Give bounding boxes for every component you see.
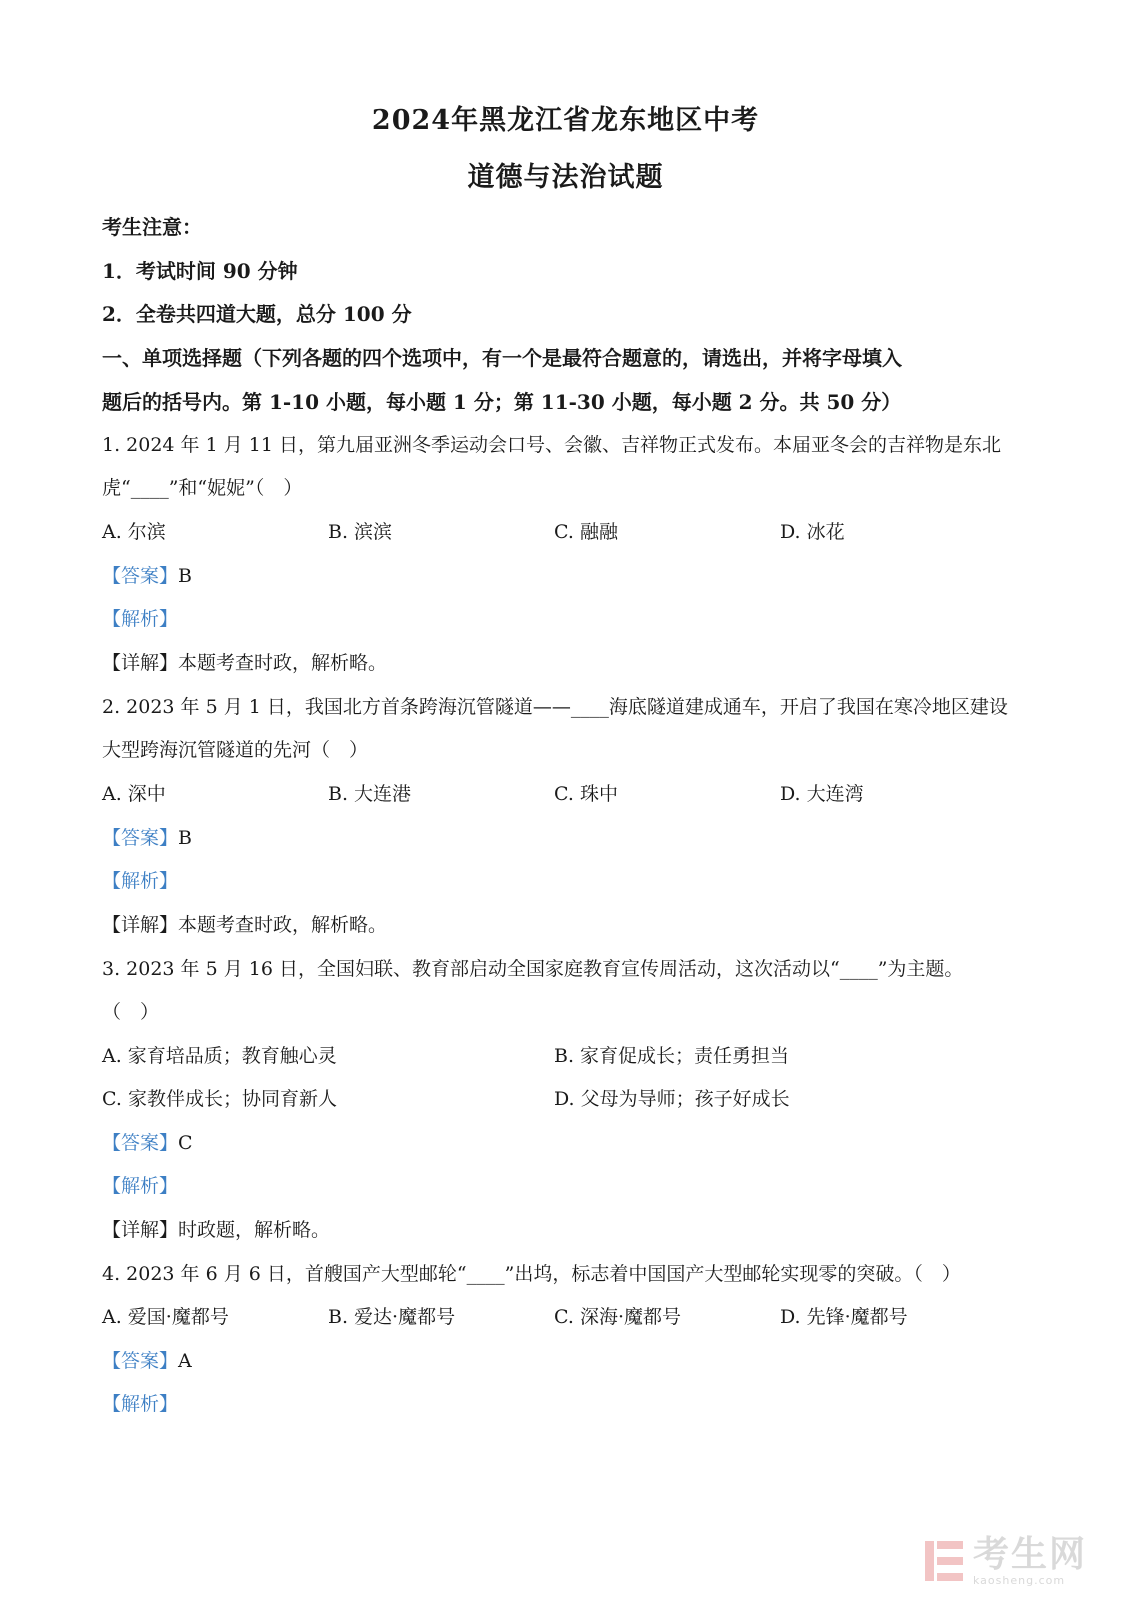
question-3-analysis	[102, 1171, 178, 1198]
question-1-option-c: C. 融融	[554, 521, 618, 543]
question-3-option-b: B. 家育促成长；责任勇担当	[554, 1045, 790, 1067]
question-4-option-c: C. 深海·魔都号	[554, 1306, 681, 1328]
notice-item-2: 2．全卷共四道大题，总分 100 分	[102, 302, 412, 326]
question-2-stem-cont: 大型跨海沉管隧道的先河（ ）	[102, 739, 369, 761]
question-2-stem: 2. 2023 年 5 月 1 日，我国北方首条跨海沉管隧道——____海底隧道建成通车，开启了我国在寒冷地区建设	[102, 696, 1008, 718]
question-1-option-a: A. 尔滨	[102, 521, 166, 543]
question-3-option-a: A. 家育培品质；教育触心灵	[102, 1045, 337, 1067]
analysis-label: 【解析】	[102, 608, 179, 630]
watermark-logo-icon	[923, 1537, 965, 1585]
watermark-url: kaosheng.com	[973, 1573, 1066, 1587]
question-4-option-b: B. 爱达·魔都号	[328, 1306, 456, 1328]
question-4-stem: 4. 2023 年 6 月 6 日，首艘国产大型邮轮“____”出坞，标志着中国国产大型邮轮实现零的突破。（ ）	[102, 1263, 961, 1285]
notice-heading: 考生注意：	[102, 215, 202, 239]
question-1-detail	[102, 648, 387, 675]
detail-label: 【详解】	[102, 914, 179, 936]
answer-label: 【答案】	[102, 1132, 179, 1154]
detail-text: 时政题，解析略。	[178, 1219, 331, 1241]
question-2-option-b: B. 大连港	[328, 783, 412, 805]
question-1-analysis	[102, 604, 178, 631]
answer-value: C	[178, 1132, 193, 1154]
detail-text: 本题考查时政，解析略。	[178, 914, 388, 936]
question-2-detail	[102, 910, 387, 937]
question-4-analysis	[102, 1389, 178, 1416]
question-1-stem-cont: 虎“____”和“妮妮”（ ）	[102, 477, 303, 499]
answer-label: 【答案】	[102, 827, 179, 849]
site-watermark	[923, 1530, 1113, 1592]
answer-label: 【答案】	[102, 1350, 179, 1372]
detail-text: 本题考查时政，解析略。	[178, 652, 388, 674]
question-3-detail	[102, 1215, 330, 1242]
question-2-option-a: A. 深中	[102, 783, 166, 805]
analysis-label: 【解析】	[102, 870, 179, 892]
section-heading-cont: 题后的括号内。第 1-10 小题，每小题 1 分；第 11-30 小题，每小题 2 分。共 50 分）	[102, 390, 902, 414]
exam-title: 2024年黑龙江省龙东地区中考	[371, 105, 760, 136]
question-3-answer	[102, 1128, 193, 1155]
answer-value: B	[178, 565, 192, 587]
section-heading: 一、单项选择题（下列各题的四个选项中，有一个是最符合题意的，请选出，并将字母填入	[102, 346, 902, 370]
answer-label: 【答案】	[102, 565, 179, 587]
question-3-option-c: C. 家教伴成长；协同育新人	[102, 1088, 337, 1110]
question-2-option-c: C. 珠中	[554, 783, 618, 805]
detail-label: 【详解】	[102, 652, 179, 674]
watermark-name: 考生网	[973, 1533, 1088, 1575]
question-1-option-d: D. 冰花	[780, 521, 845, 543]
analysis-label: 【解析】	[102, 1393, 179, 1415]
question-1-answer	[102, 561, 192, 588]
question-2-analysis	[102, 866, 178, 893]
answer-value: B	[178, 827, 192, 849]
analysis-label: 【解析】	[102, 1175, 179, 1197]
exam-subtitle: 道德与法治试题	[467, 162, 664, 193]
notice-item-1: 1．考试时间 90 分钟	[102, 259, 298, 283]
question-3-option-d: D. 父母为导师；孩子好成长	[554, 1088, 790, 1110]
question-4-answer	[102, 1346, 192, 1373]
question-4-option-a: A. 爱国·魔都号	[102, 1306, 229, 1328]
question-4-option-d: D. 先锋·魔都号	[780, 1306, 908, 1328]
question-3-stem: 3. 2023 年 5 月 16 日，全国妇联、教育部启动全国家庭教育宣传周活动，这次活动以“____”为主题。	[102, 958, 964, 980]
answer-value: A	[178, 1350, 192, 1372]
question-2-option-d: D. 大连湾	[780, 783, 864, 805]
detail-label: 【详解】	[102, 1219, 179, 1241]
question-3-stem-cont: （ ）	[102, 1001, 160, 1023]
question-1-stem: 1. 2024 年 1 月 11 日，第九届亚洲冬季运动会口号、会徽、吉祥物正式发布。本届亚冬会的吉祥物是东北	[102, 434, 1001, 456]
question-1-option-b: B. 滨滨	[328, 521, 393, 543]
question-2-answer	[102, 823, 192, 850]
